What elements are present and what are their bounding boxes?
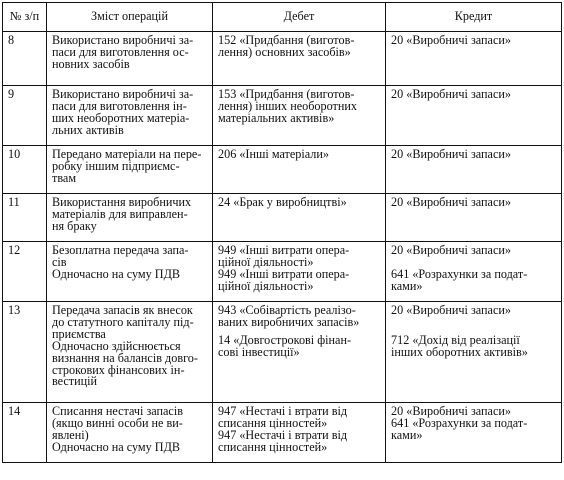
table-row [3,403,562,463]
header-num: № з/п [3,3,47,32]
row-number: 9 [3,86,47,146]
table-row [3,242,562,302]
table-header-row [3,3,562,32]
table-row [3,86,562,146]
row-number: 14 [3,403,47,463]
table-row [3,302,562,403]
operation-content: Використання виробничих матеріалів для виправлен- ня браку [47,194,213,242]
operations-table [2,2,562,463]
credit-account: 20 «Виробничі запаси» [386,146,562,194]
operation-content: Використано виробничі за- паси для виготовлення ос- новних засобів [47,32,213,86]
header-credit: Кредит [386,3,562,32]
debit-account: 24 «Брак у виробництві» [213,194,386,242]
row-number: 8 [3,32,47,86]
debit-account: 949 «Інші витрати опера- ційної діяльності» 949 «Інші витрати опера- ційної діяльності» [213,242,386,302]
row-number: 12 [3,242,47,302]
header-debit: Дебет [213,3,386,32]
table-row [3,194,562,242]
operation-content: Передано матеріали на пере- робку іншим підприємс- твам [47,146,213,194]
credit-account: 20 «Виробничі запаси» 641 «Розрахунки за подат- ками» [386,403,562,463]
operation-content: Безоплатна передача запа- сів Одночасно на суму ПДВ [47,242,213,302]
debit-account: 947 «Нестачі і втрати від списання цінностей» 947 «Нестачі і втрати від списання цінностей» [213,403,386,463]
debit-account: 152 «Придбання (виготов- лення) основних засобів» [213,32,386,86]
operation-content: Списання нестачі запасів (якщо винні особи не ви- явлені) Одночасно на суму ПДВ [47,403,213,463]
debit-account: 943 «Собівартість реалізо- ваних виробничих запасів» 14 «Довгострокові фінан- сові інвестиції» [213,302,386,403]
debit-account: 153 «Придбання (виготов- лення) інших необоротних матеріальних активів» [213,86,386,146]
credit-account: 20 «Виробничі запаси» [386,194,562,242]
credit-account: 20 «Виробничі запаси» [386,32,562,86]
header-content: Зміст операцій [47,3,213,32]
operation-content: Використано виробничі за- паси для виготовлення ін- ших необоротних матеріа- льних активів [47,86,213,146]
row-number: 11 [3,194,47,242]
operation-content: Передача запасів як внесок до статутного капіталу під- приємства Одночасно здійснюється визнання на балансів довго- строкових фінансових ін- вестицій [47,302,213,403]
credit-account: 20 «Виробничі запаси» [386,86,562,146]
credit-account: 20 «Виробничі запаси» 641 «Розрахунки за подат- ками» [386,242,562,302]
table-row [3,146,562,194]
row-number: 13 [3,302,47,403]
row-number: 10 [3,146,47,194]
table-row [3,32,562,86]
credit-account: 20 «Виробничі запаси» 712 «Дохід від реалізації інших оборотних активів» [386,302,562,403]
debit-account: 206 «Інші матеріали» [213,146,386,194]
